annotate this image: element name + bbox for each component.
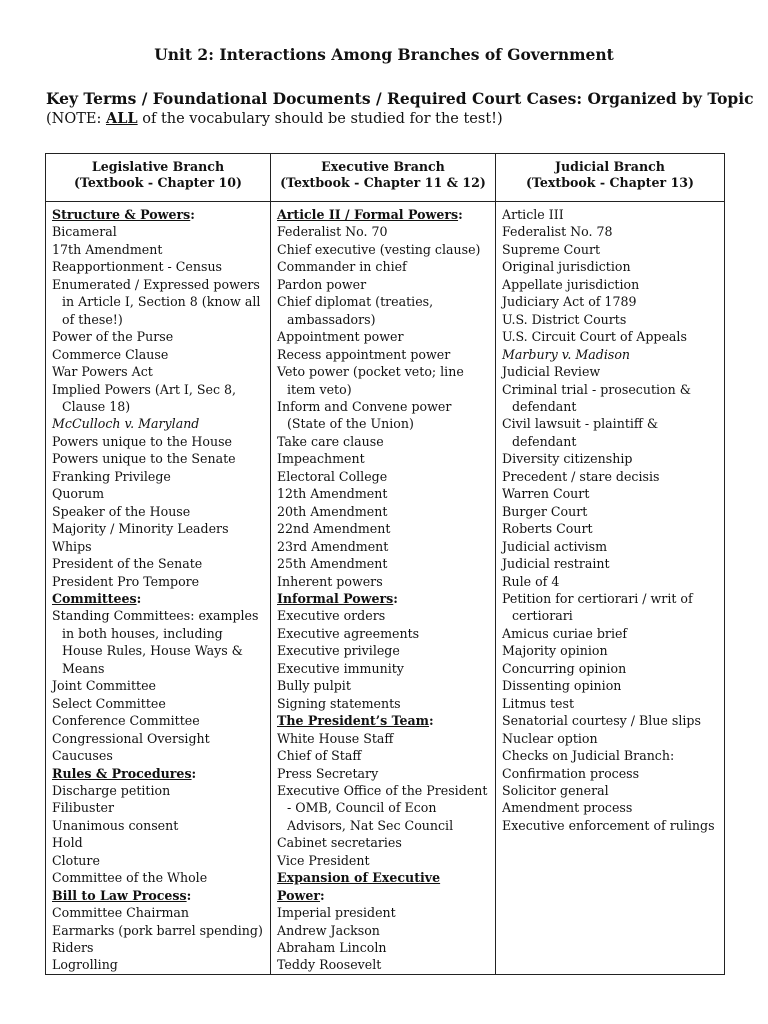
note-prefix: (NOTE: [46,111,106,127]
term-item: Dissenting opinion [502,678,622,694]
term-item: Recess appointment power [277,346,451,362]
term-item: Precedent / stare decisis [502,468,660,484]
term-item: Chief executive (vesting clause) [277,241,481,257]
term-item: Judicial restraint [502,556,610,572]
term-item: Signing statements [277,695,401,711]
term-item: Chief of Staff [277,748,362,764]
term-item: 12th Amendment [277,486,388,502]
term-item: Veto power (pocket veto; line item veto) [277,364,464,397]
term-item: Electoral College [277,468,388,484]
judicial-header [496,154,725,202]
term-item: Commander in chief [277,259,407,275]
term-item: Bicameral [52,224,117,240]
term-item: President of the Senate [52,556,203,572]
term-item: Civil lawsuit - plaintiff & defendant [502,416,659,449]
term-item: Executive Office of the President - OMB, Council of Econ Advisors, Nat Sec Council [277,782,488,833]
term-item: Congressional Oversight [52,730,210,746]
term-item: Warren Court [502,486,590,502]
term-item: U.S. District Courts [502,311,627,327]
term-item: Majority / Minority Leaders [52,521,229,537]
term-item: Article III [502,207,564,222]
term-item: Teddy Roosevelt [277,957,382,973]
term-item: Senatorial courtesy / Blue slips [502,713,701,729]
section-heading-text: Expansion of Executive Power [277,870,441,903]
term-item: Federalist No. 70 [277,224,388,240]
term-item: Speaker of the House [52,503,191,519]
term-item: White House Staff [277,730,394,746]
note-emphasis: ALL [105,110,138,127]
term-item: Executive immunity [277,660,404,676]
term-item: U.S. Circuit Court of Appeals [502,329,687,345]
section-heading-text: Informal Powers [277,590,394,606]
section-heading-text: Rules & Procedures [52,765,192,781]
term-item: Reapportionment - Census [52,259,223,275]
term-item: Andrew Jackson [277,922,380,938]
term-item: Roberts Court [502,521,593,537]
terms-table [45,153,725,975]
term-item: Committee Chairman [52,905,190,921]
content-row [46,202,725,975]
section-heading-text: Article II / Formal Powers [277,207,459,222]
term-item: Original jurisdiction [502,259,631,275]
section-heading: Article II / Formal Powers: [277,207,463,222]
term-item: Logrolling [52,957,118,973]
term-item: Cabinet secretaries [277,835,402,851]
term-item: Inform and Convene power (State of the Union) [277,398,452,432]
term-item: War Powers Act [52,364,153,380]
term-item: Vice President [277,852,370,868]
term-item: Judicial activism [502,538,608,554]
section-heading-text: Bill to Law Process [52,887,187,903]
column-subheading: (Textbook - Chapter 13) [525,175,695,190]
section-heading: Structure & Powers: [52,207,195,222]
term-item: Chief diplomat (treaties, ambassadors) [277,294,434,327]
term-item: Imperial president [277,905,396,921]
section-heading-text: The President’s Team [277,713,429,729]
term-item: Abraham Lincoln [277,940,387,956]
term-item: Earmarks (pork barrel spending) [52,922,263,938]
term-item: Petition for certiorari / writ of certiorari [502,590,693,624]
term-item: Pardon power [277,276,367,292]
legislative-column [46,202,271,975]
term-item: Executive privilege [277,643,400,659]
column-subheading: (Textbook - Chapter 10) [73,175,243,190]
court-case-item: Marbury v. Madison [502,346,631,362]
section-heading: Informal Powers: [277,590,398,606]
term-item: Powers unique to the Senate [52,451,236,467]
term-item: Take care clause [277,433,384,449]
column-heading: Judicial Branch [555,159,665,174]
term-item: 23rd Amendment [277,538,389,554]
term-item: Powers unique to the House [52,433,233,449]
court-case-item: McCulloch v. Maryland [52,416,200,432]
section-heading-text: Committees [52,590,137,606]
page-subtitle: Key Terms / Foundational Documents / Required Court Cases: Organized by Topic [46,89,754,108]
section-heading: The President’s Team: [277,713,434,729]
page-title: Unit 2: Interactions Among Branches of Government [154,45,614,64]
section-heading: Expansion of Executive Power: [277,870,441,903]
term-item: Riders [52,940,94,956]
term-item: Conference Committee [52,713,200,729]
term-item: Majority opinion [502,643,608,659]
term-item: Hold [52,835,83,851]
note-suffix: of the vocabulary should be studied for the test!) [137,111,503,127]
term-item: Executive enforcement of rulings [502,817,715,833]
term-item: Cloture [52,852,100,868]
term-item: Judiciary Act of 1789 [502,294,637,310]
executive-column [271,202,496,975]
term-item: Impeachment [277,451,365,467]
term-item: Implied Powers (Art I, Sec 8, Clause 18) [52,381,237,414]
term-item: Whips [52,538,92,554]
term-item: Nuclear option [502,730,598,746]
section-heading: Committees: [52,590,142,606]
term-item: Litmus test [502,695,575,711]
term-item: Select Committee [52,695,166,711]
term-item: Executive agreements [277,625,420,641]
term-item: Rule of 4 [502,573,560,589]
header-row [46,154,725,202]
term-item: Enumerated / Expressed powers in Article I, Section 8 (know all of these!) [52,276,261,327]
term-item: Appointment power [277,329,404,345]
term-item: Amendment process [502,800,633,816]
term-item: Executive orders [277,608,386,624]
term-item: Burger Court [502,503,588,519]
term-item: Supreme Court [502,241,601,257]
study-note [46,110,746,127]
term-item: Bully pulpit [277,678,351,694]
section-heading: Rules & Procedures: [52,765,197,781]
term-item: Filibuster [52,800,114,816]
term-item: Commerce Clause [52,346,169,362]
column-heading: Legislative Branch [91,159,225,174]
term-item: 25th Amendment [277,556,388,572]
term-item: President Pro Tempore [52,573,200,589]
term-item: Federalist No. 78 [502,224,613,240]
term-item: 17th Amendment [52,241,163,257]
term-item: Franking Privilege [52,468,171,484]
term-item: Caucuses [52,748,113,764]
term-item: Appellate jurisdiction [502,276,640,292]
column-subheading: (Textbook - Chapter 11 & 12) [280,175,486,190]
term-item: Confirmation process [502,765,640,781]
term-item: Discharge petition [52,782,171,798]
executive-header [271,154,496,202]
section-heading: Bill to Law Process: [52,887,192,903]
legislative-header [46,154,271,202]
column-heading: Executive Branch [321,159,445,174]
term-item: Criminal trial - prosecution & defendant [502,381,691,414]
term-item: Solicitor general [502,782,609,798]
term-item: Checks on Judicial Branch: [502,748,675,764]
term-item: Joint Committee [52,678,156,694]
term-item: Unanimous consent [52,817,179,833]
term-item: Press Secretary [277,765,379,781]
term-item: Diversity citizenship [502,451,633,467]
term-item: Power of the Purse [52,329,174,345]
term-item: 22nd Amendment [277,521,391,537]
term-item: Amicus curiae brief [502,625,628,641]
section-heading-text: Structure & Powers [52,207,191,222]
term-item: Quorum [52,486,105,502]
judicial-column [496,202,725,975]
term-item: 20th Amendment [277,503,388,519]
term-item: Concurring opinion [502,660,627,676]
term-item: Standing Committees: examples in both houses, including House Rules, House Ways & Means [52,608,259,676]
term-item: Inherent powers [277,573,383,589]
term-item: Judicial Review [502,364,601,380]
term-item: Committee of the Whole [52,870,208,886]
